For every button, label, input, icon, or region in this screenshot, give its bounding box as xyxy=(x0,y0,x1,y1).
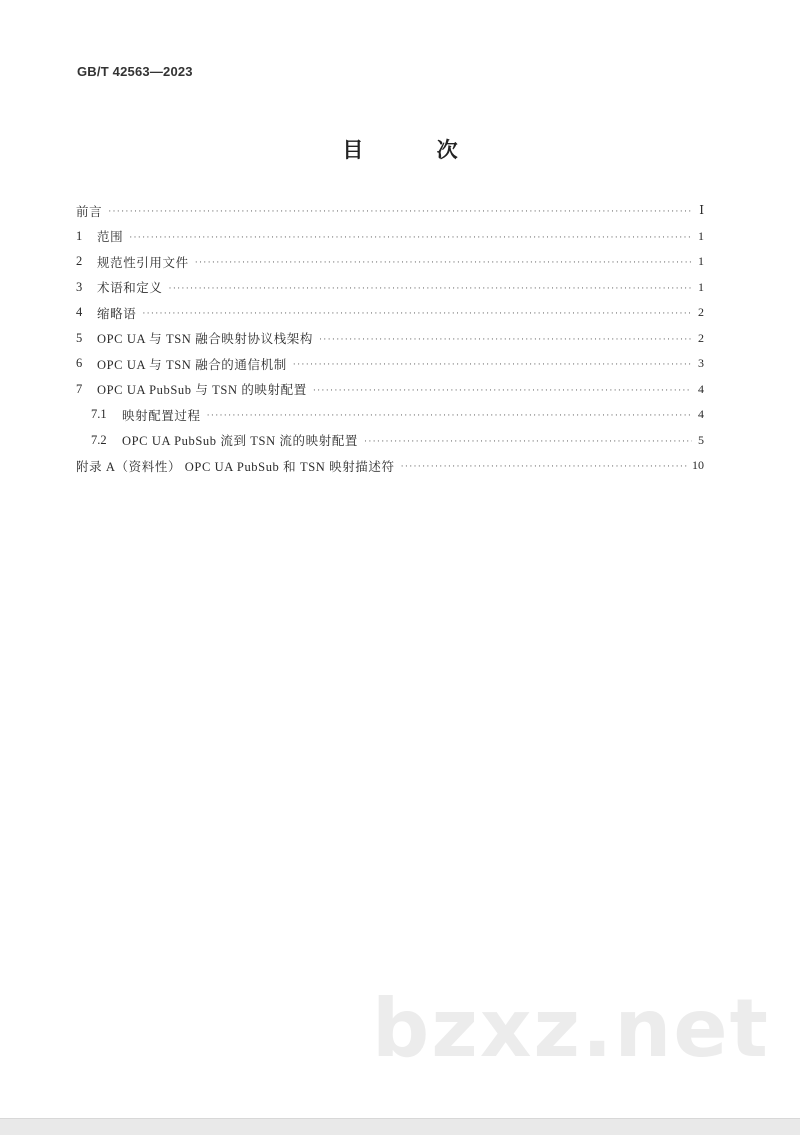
toc-leader-dots xyxy=(401,462,688,471)
toc-leader-dots xyxy=(169,284,692,293)
toc-entry-number: 5 xyxy=(76,330,83,345)
toc-leader-dots xyxy=(129,233,692,242)
toc-entry-1[interactable] xyxy=(76,224,704,250)
viewer-bottom-strip xyxy=(0,1118,800,1135)
toc-entry-page: 1 xyxy=(698,279,704,294)
toc-entry-number: 6 xyxy=(76,356,83,371)
toc-entry-page: 4 xyxy=(698,407,704,422)
table-of-contents xyxy=(76,198,704,479)
toc-entry-page: 3 xyxy=(698,356,704,371)
toc-entry-number: 3 xyxy=(76,279,83,294)
toc-entry-text: OPC UA 与 TSN 融合的通信机制 xyxy=(97,357,287,372)
toc-entry-foreword[interactable] xyxy=(76,198,704,224)
toc-entry-number: 4 xyxy=(76,305,83,320)
toc-entry-7[interactable] xyxy=(76,377,704,403)
toc-entry-number: 1 xyxy=(76,228,83,243)
standard-code: GB/T 42563—2023 xyxy=(77,64,193,79)
toc-leader-dots xyxy=(293,360,692,369)
toc-title: 目 次 xyxy=(342,138,492,162)
toc-entry-number: 7.2 xyxy=(91,432,107,447)
toc-entry-text: 前言 xyxy=(76,204,103,219)
toc-entry-3[interactable] xyxy=(76,275,704,301)
toc-entry-annex-a[interactable] xyxy=(76,453,704,479)
toc-entry-text: 规范性引用文件 xyxy=(97,255,189,270)
toc-leader-dots xyxy=(142,309,692,318)
toc-entry-page: 1 xyxy=(698,254,704,269)
toc-leader-dots xyxy=(207,411,692,420)
toc-entry-page: 4 xyxy=(698,381,704,396)
toc-leader-dots xyxy=(319,335,692,344)
watermark: bzxz.net xyxy=(372,982,770,1075)
toc-leader-dots xyxy=(313,386,692,395)
toc-entry-text: 术语和定义 xyxy=(97,281,163,296)
toc-entry-4[interactable] xyxy=(76,300,704,326)
toc-entry-number: 7.1 xyxy=(91,407,107,422)
toc-entry-page: 1 xyxy=(698,228,704,243)
toc-leader-dots xyxy=(364,437,692,446)
toc-entry-text: 映射配置过程 xyxy=(122,408,201,423)
toc-leader-dots xyxy=(195,258,692,267)
toc-entry-text: OPC UA PubSub 与 TSN 的映射配置 xyxy=(97,383,307,398)
toc-entry-2[interactable] xyxy=(76,249,704,275)
toc-entry-page: 5 xyxy=(698,432,704,447)
toc-entry-6[interactable] xyxy=(76,351,704,377)
toc-entry-text: 范围 xyxy=(97,230,124,245)
toc-entry-text: 附录 A（资料性） OPC UA PubSub 和 TSN 映射描述符 xyxy=(76,459,395,474)
toc-entry-text: 缩略语 xyxy=(97,306,137,321)
toc-leader-dots xyxy=(108,207,692,216)
toc-entry-page: Ⅰ xyxy=(699,203,704,218)
toc-entry-text: OPC UA PubSub 流到 TSN 流的映射配置 xyxy=(122,434,359,449)
toc-entry-7-2[interactable] xyxy=(76,428,704,454)
toc-entry-page: 10 xyxy=(692,458,704,473)
toc-entry-text: OPC UA 与 TSN 融合映射协议栈架构 xyxy=(97,332,313,347)
toc-entry-5[interactable] xyxy=(76,326,704,352)
toc-entry-number: 7 xyxy=(76,381,83,396)
toc-entry-page: 2 xyxy=(698,305,704,320)
toc-entry-7-1[interactable] xyxy=(76,402,704,428)
toc-entry-page: 2 xyxy=(698,330,704,345)
toc-entry-number: 2 xyxy=(76,254,83,269)
